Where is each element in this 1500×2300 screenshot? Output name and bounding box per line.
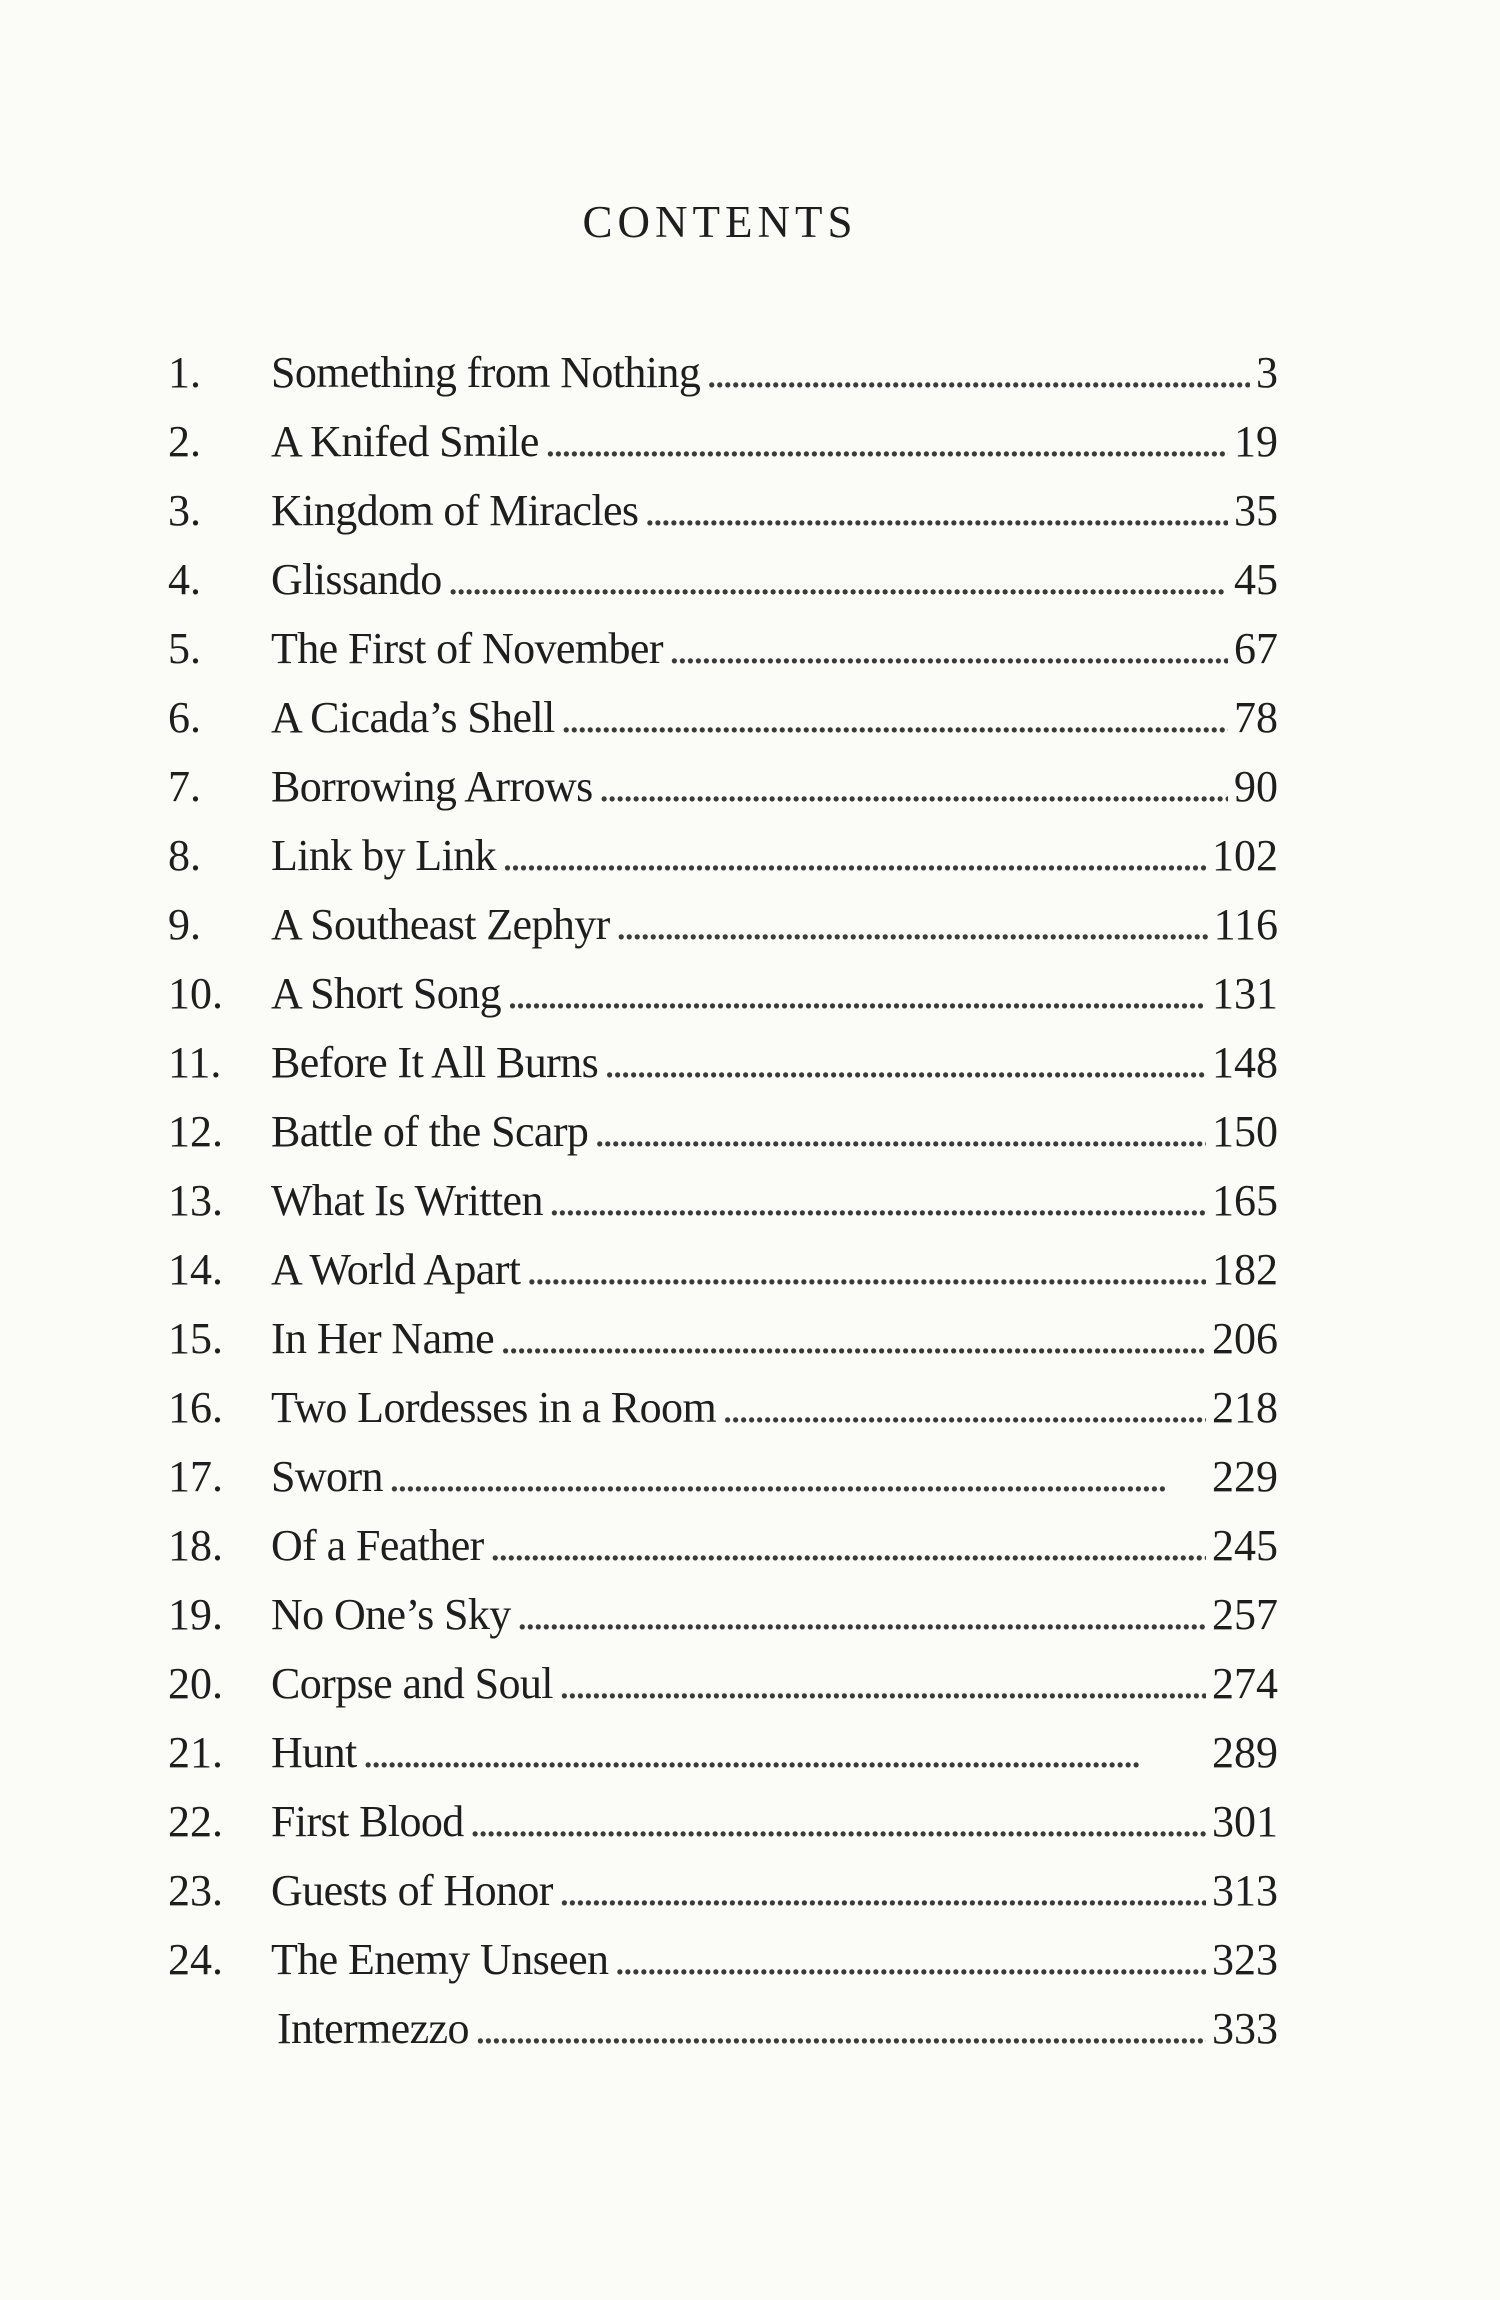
page-number: 45 — [1234, 555, 1278, 604]
page-number: 313 — [1212, 1866, 1278, 1915]
chapter-title: Borrowing Arrows — [271, 762, 593, 811]
page-number: 78 — [1234, 693, 1278, 742]
contents-heading: CONTENTS — [582, 197, 858, 247]
chapter-title: Of a Feather — [271, 1521, 484, 1570]
page-number: 165 — [1212, 1176, 1278, 1225]
toc-entry — [168, 1856, 1278, 1925]
toc-entry — [168, 1511, 1278, 1580]
toc-entry — [168, 1097, 1278, 1166]
chapter-number: 16. — [168, 1383, 223, 1432]
chapter-title: A Cicada’s Shell — [271, 693, 555, 742]
page-number: 289 — [1212, 1728, 1278, 1777]
page-number: 3 — [1256, 348, 1278, 397]
dot-leader — [594, 1097, 1206, 1166]
toc-entry — [168, 1373, 1278, 1442]
chapter-title: Something from Nothing — [271, 348, 701, 397]
toc-entry — [168, 1028, 1278, 1097]
toc-entry — [168, 752, 1278, 821]
chapter-title: A Short Song — [271, 969, 501, 1018]
toc-entry — [168, 890, 1278, 959]
toc-entry — [168, 1166, 1278, 1235]
chapter-title: Sworn — [271, 1452, 383, 1501]
dot-leader — [599, 752, 1228, 821]
chapter-title: In Her Name — [271, 1314, 495, 1363]
chapter-title: A Southeast Zephyr — [271, 900, 610, 949]
chapter-title: Before It All Burns — [271, 1038, 599, 1087]
page-number: 148 — [1212, 1038, 1278, 1087]
dot-leader — [448, 545, 1228, 614]
toc-entry — [168, 476, 1278, 545]
chapter-title: The First of November — [271, 624, 663, 673]
page-number: 182 — [1212, 1245, 1278, 1294]
dot-leader — [490, 1511, 1206, 1580]
chapter-title: Intermezzo — [277, 2004, 469, 2053]
dot-leader — [500, 1304, 1206, 1373]
chapter-number: 8. — [168, 831, 201, 880]
table-of-contents — [168, 338, 1278, 2063]
chapter-title: Hunt — [271, 1728, 357, 1777]
chapter-title: Two Lordesses in a Room — [271, 1383, 717, 1432]
toc-entry — [168, 545, 1278, 614]
toc-entry — [168, 1442, 1278, 1511]
chapter-title: No One’s Sky — [271, 1590, 511, 1639]
chapter-number: 1. — [168, 348, 201, 397]
chapter-number: 12. — [168, 1107, 223, 1156]
chapter-title: Kingdom of Miracles — [271, 486, 639, 535]
toc-entry — [168, 1925, 1278, 1994]
chapter-number: 2. — [168, 417, 201, 466]
chapter-number: 3. — [168, 486, 201, 535]
chapter-number: 4. — [168, 555, 201, 604]
chapter-number: 19. — [168, 1590, 223, 1639]
toc-entry — [168, 1649, 1278, 1718]
page-number: 102 — [1212, 831, 1278, 880]
chapter-title: A Knifed Smile — [271, 417, 539, 466]
dot-leader — [470, 1787, 1206, 1856]
chapter-number: 22. — [168, 1797, 223, 1846]
chapter-title: The Enemy Unseen — [271, 1935, 609, 1984]
chapter-number: 9. — [168, 900, 201, 949]
toc-entry — [168, 959, 1278, 1028]
chapter-title: Battle of the Scarp — [271, 1107, 589, 1156]
chapter-number: 14. — [168, 1245, 223, 1294]
dot-leader — [526, 1235, 1206, 1304]
page-number: 323 — [1212, 1935, 1278, 1984]
toc-entry — [168, 1787, 1278, 1856]
chapter-number: 15. — [168, 1314, 223, 1363]
toc-entry — [168, 1304, 1278, 1373]
chapter-number: 10. — [168, 969, 223, 1018]
toc-entry — [168, 821, 1278, 890]
chapter-title: What Is Written — [271, 1176, 543, 1225]
page-number: 333 — [1212, 2004, 1278, 2053]
dot-leader — [559, 1649, 1206, 1718]
toc-entry — [168, 1235, 1278, 1304]
chapter-number: 17. — [168, 1452, 223, 1501]
dot-leader — [559, 1856, 1206, 1925]
page-number: 257 — [1212, 1590, 1278, 1639]
page-number: 116 — [1213, 900, 1278, 949]
dot-leader — [502, 821, 1206, 890]
page-number: 206 — [1212, 1314, 1278, 1363]
dot-leader — [561, 683, 1228, 752]
chapter-number: 24. — [168, 1935, 223, 1984]
toc-entry — [168, 407, 1278, 476]
dot-leader — [604, 1028, 1206, 1097]
page-number: 150 — [1212, 1107, 1278, 1156]
page-number: 131 — [1212, 969, 1278, 1018]
chapter-title: Corpse and Soul — [271, 1659, 553, 1708]
chapter-title: Link by Link — [271, 831, 497, 880]
page-number: 229 — [1212, 1452, 1278, 1501]
dot-leader — [507, 959, 1206, 1028]
toc-entry — [168, 683, 1278, 752]
dot-leader — [545, 407, 1228, 476]
chapter-number: 20. — [168, 1659, 223, 1708]
page-number: 274 — [1212, 1659, 1278, 1708]
chapter-number: 23. — [168, 1866, 223, 1915]
dot-leader — [616, 890, 1208, 959]
chapter-title: First Blood — [271, 1797, 464, 1846]
chapter-number: 21. — [168, 1728, 223, 1777]
chapter-number: 5. — [168, 624, 201, 673]
dot-leader — [614, 1925, 1206, 1994]
chapter-number: 6. — [168, 693, 201, 742]
chapter-number: 11. — [168, 1038, 222, 1087]
dot-leader — [706, 338, 1250, 407]
page-number: 19 — [1234, 417, 1278, 466]
toc-entry — [168, 1718, 1278, 1787]
page-number: 90 — [1234, 762, 1278, 811]
chapter-number: 7. — [168, 762, 201, 811]
chapter-title: A World Apart — [271, 1245, 521, 1294]
page-number: 35 — [1234, 486, 1278, 535]
chapter-title: Glissando — [271, 555, 442, 604]
page-number: 67 — [1234, 624, 1278, 673]
page-number: 218 — [1212, 1383, 1278, 1432]
toc-entry — [168, 1580, 1278, 1649]
toc-entry — [168, 614, 1278, 683]
page-number: 301 — [1212, 1797, 1278, 1846]
dot-leader — [363, 1718, 1206, 1787]
toc-entry — [168, 338, 1278, 407]
chapter-number: 13. — [168, 1176, 223, 1225]
dot-leader — [644, 476, 1228, 545]
dot-leader — [475, 1994, 1206, 2063]
dot-leader — [722, 1373, 1206, 1442]
page-number: 245 — [1212, 1521, 1278, 1570]
dot-leader — [669, 614, 1228, 683]
chapter-title: Guests of Honor — [271, 1866, 553, 1915]
dot-leader — [549, 1166, 1206, 1235]
chapter-number: 18. — [168, 1521, 223, 1570]
dot-leader — [389, 1442, 1206, 1511]
toc-entry-intermezzo — [168, 1994, 1278, 2063]
dot-leader — [517, 1580, 1206, 1649]
